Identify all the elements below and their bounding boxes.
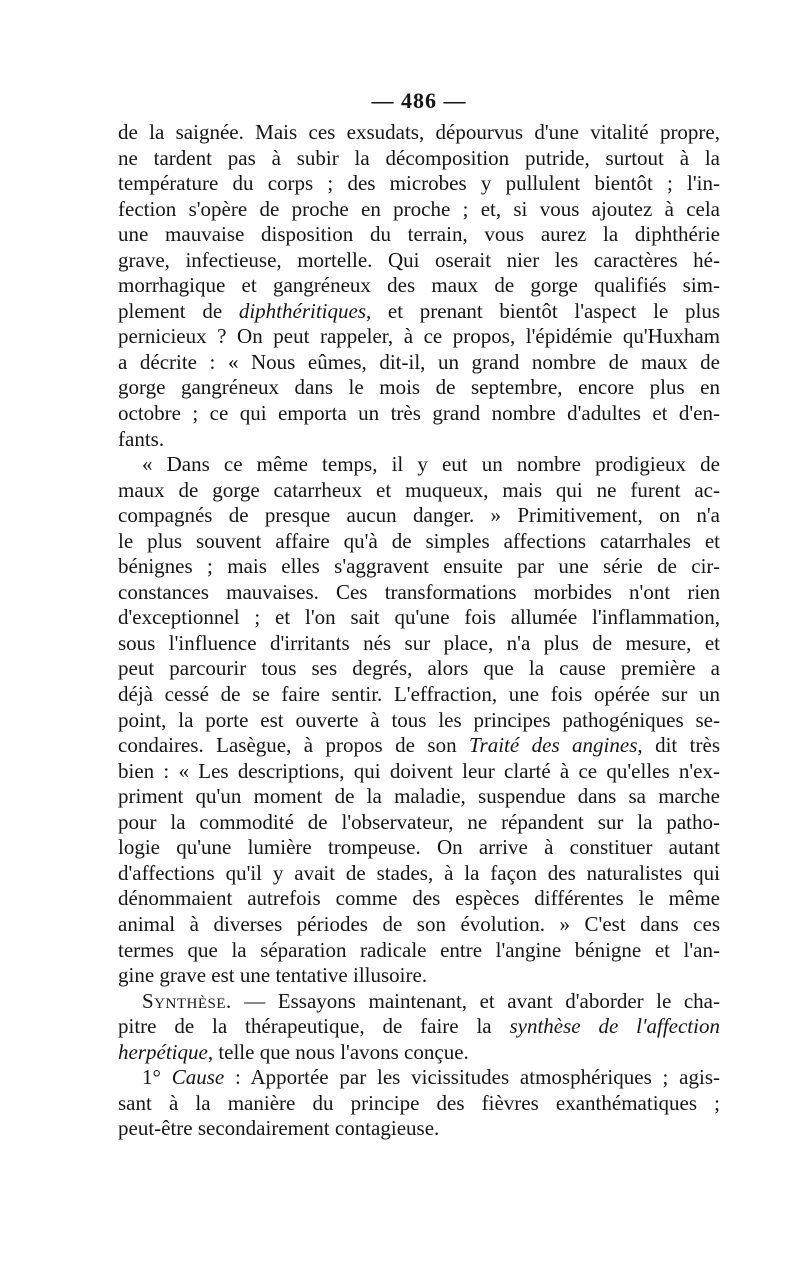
text-segment: peut-être secondairement contagieuse.	[118, 1116, 440, 1141]
text-segment: fection s'opère de proche en proche ; et, si vous ajoutez à cela	[118, 196, 720, 221]
text-line	[118, 963, 720, 989]
text-segment: bénignes ; mais elles s'aggravent ensuite par une série de cir-	[118, 554, 720, 579]
small-caps-heading: Synthèse.	[142, 988, 232, 1013]
text-segment: octobre ; ce qui emporta un très grand nombre d'adultes et d'en-	[118, 401, 720, 426]
text-segment: sant à la manière du principe des fièvres exanthématiques ;	[118, 1090, 720, 1115]
text-line	[118, 197, 720, 223]
text-line	[118, 375, 720, 401]
text-segment: , telle que nous l'avons conçue.	[207, 1039, 469, 1064]
text-line	[118, 350, 720, 376]
text-segment: priment qu'un moment de la maladie, suspendue dans sa marche	[118, 784, 720, 809]
text-segment: déjà cessé de se faire sentir. L'effraction, une fois opérée sur un	[118, 682, 720, 707]
text-segment: 1°	[142, 1065, 172, 1090]
text-line	[118, 810, 720, 836]
text-line	[118, 324, 720, 350]
text-line	[118, 503, 720, 529]
text-segment: morrhagique et gangréneux des maux de gorge qualifiés sim-	[118, 273, 720, 298]
text-line	[118, 912, 720, 938]
text-segment: peut parcourir tous ses degrés, alors que la cause première a	[118, 656, 720, 681]
text-segment: logie qu'une lumière trompeuse. On arrive à constituer autant	[118, 835, 720, 860]
text-segment: grave, infectieuse, mortelle. Qui oserait nier les caractères hé-	[118, 247, 720, 272]
text-segment: point, la porte est ouverte à tous les principes pathogéniques se-	[118, 707, 720, 732]
text-segment: condaires. Lasègue, à propos de son	[118, 733, 470, 758]
text-line	[118, 1091, 720, 1117]
text-segment: bien : « Les descriptions, qui doivent leur clarté à ce qu'elles n'ex-	[118, 758, 720, 783]
text-line	[118, 886, 720, 912]
text-line	[118, 733, 720, 759]
text-line	[118, 989, 720, 1015]
text-segment: constances mauvaises. Ces transformations morbides n'ont rien	[118, 579, 720, 604]
text-line	[118, 478, 720, 504]
text-segment: plement de	[118, 298, 239, 323]
text-line	[118, 146, 720, 172]
text-segment: température du corps ; des microbes y pullulent bientôt ; l'in-	[118, 171, 720, 196]
text-line	[118, 273, 720, 299]
italic-text: synthèse de l'affection	[509, 1014, 720, 1039]
text-line	[118, 708, 720, 734]
italic-text: diphthéritiques	[238, 298, 366, 323]
text-line	[118, 299, 720, 325]
italic-text: Cause	[171, 1065, 225, 1090]
text-line	[118, 938, 720, 964]
text-segment: le plus souvent affaire qu'à de simples affections catarrhales et	[118, 528, 720, 553]
text-line	[118, 427, 720, 453]
text-segment: a décrite : « Nous eûmes, dit-il, un grand nombre de maux de	[118, 349, 720, 374]
text-segment: pitre de la thérapeutique, de faire la	[118, 1014, 510, 1039]
italic-text: herpétique	[118, 1039, 208, 1064]
page-number: — 486 —	[371, 88, 467, 113]
text-line	[118, 656, 720, 682]
text-segment: — Essayons maintenant, et avant d'aborder le cha-	[231, 988, 720, 1013]
text-segment: ne tardent pas à subir la décomposition putride, surtout à la	[118, 145, 720, 170]
text-segment: dénommaient autrefois comme des espèces différentes le même	[118, 886, 720, 911]
text-line	[118, 248, 720, 274]
text-line	[118, 529, 720, 555]
text-line	[118, 1065, 720, 1091]
text-line	[118, 120, 720, 146]
text-segment: d'affections qu'il y avait de stades, à la façon des naturalistes qui	[118, 860, 720, 885]
text-segment: , dit très	[637, 733, 720, 758]
text-line	[118, 222, 720, 248]
text-body	[118, 120, 720, 1142]
text-line	[118, 1040, 720, 1066]
text-segment: gine grave est une tentative illusoire.	[118, 963, 428, 988]
text-segment: , et prenant bientôt l'aspect le plus	[366, 298, 721, 323]
text-segment: « Dans ce même temps, il y eut un nombre prodigieux de	[142, 452, 720, 477]
text-line	[118, 1014, 720, 1040]
text-line	[118, 171, 720, 197]
text-line	[118, 784, 720, 810]
text-segment: sous l'influence d'irritants nés sur place, n'a plus de mesure, et	[118, 630, 720, 655]
text-line	[118, 835, 720, 861]
text-segment: : Apportée par les vicissitudes atmosphériques ; agis-	[224, 1065, 720, 1090]
text-line	[118, 1116, 720, 1142]
text-line	[118, 759, 720, 785]
text-line	[118, 861, 720, 887]
text-segment: termes que la séparation radicale entre l'angine bénigne et l'an-	[118, 937, 720, 962]
text-segment: gorge gangréneux dans le mois de septembre, encore plus en	[118, 375, 720, 400]
text-line	[118, 401, 720, 427]
text-line	[118, 631, 720, 657]
text-segment: fants.	[118, 426, 165, 451]
text-segment: maux de gorge catarrheux et muqueux, mais qui ne furent ac-	[118, 477, 720, 502]
text-segment: pernicieux ? On peut rappeler, à ce propos, l'épidémie qu'Huxham	[118, 324, 720, 349]
text-line	[118, 682, 720, 708]
text-segment: d'exceptionnel ; et l'on sait qu'une fois allumée l'inflammation,	[118, 605, 720, 630]
text-line	[118, 580, 720, 606]
text-line	[118, 605, 720, 631]
italic-text: Traité des angines	[469, 733, 638, 758]
text-segment: de la saignée. Mais ces exsudats, dépourvus d'une vitalité propre,	[118, 120, 720, 144]
text-segment: une mauvaise disposition du terrain, vous aurez la diphthérie	[118, 222, 720, 247]
text-line	[118, 554, 720, 580]
text-segment: compagnés de presque aucun danger. » Primitivement, on n'a	[118, 503, 720, 528]
text-segment: pour la commodité de l'observateur, ne répandent sur la patho-	[118, 809, 720, 834]
text-line	[118, 452, 720, 478]
text-segment: animal à diverses périodes de son évolution. » C'est dans ces	[118, 911, 720, 936]
